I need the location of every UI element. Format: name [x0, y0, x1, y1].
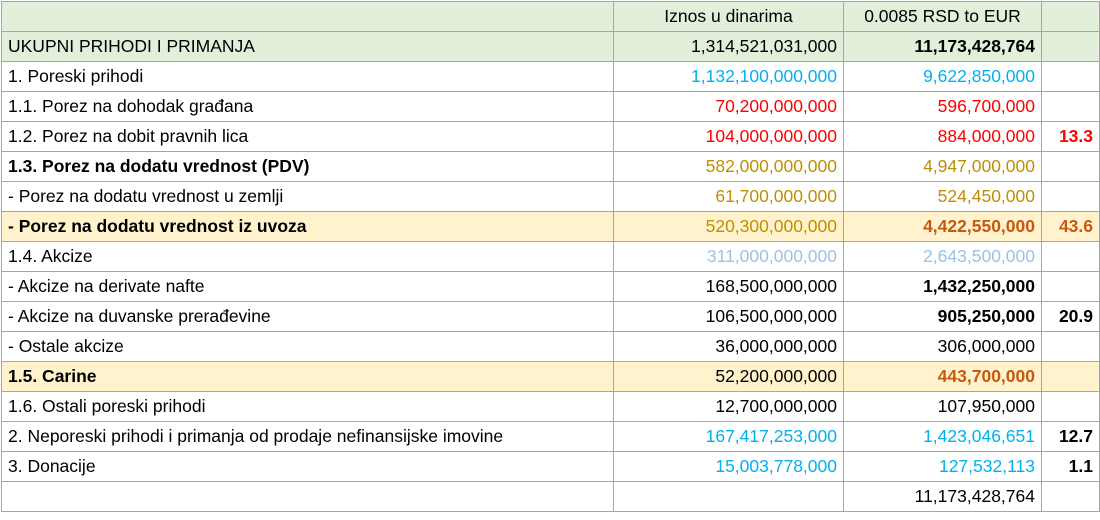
table-row [2, 332, 1100, 362]
eur-amount-cell[interactable]: 1,432,250,000 [844, 272, 1042, 302]
percent-cell[interactable] [1042, 272, 1100, 302]
rsd-amount-cell[interactable] [614, 482, 844, 512]
rsd-amount-cell[interactable]: 106,500,000,000 [614, 302, 844, 332]
table-row-highlight [2, 212, 1100, 242]
percent-cell[interactable] [1042, 32, 1100, 62]
header-cell-extra[interactable] [1042, 2, 1100, 32]
table-row [2, 302, 1100, 332]
table-row-sum [2, 482, 1100, 512]
row-label-cell[interactable]: 1.4. Akcize [2, 242, 614, 272]
header-cell-eur[interactable]: 0.0085 RSD to EUR [844, 2, 1042, 32]
row-label-cell[interactable]: 1.5. Carine [2, 362, 614, 392]
eur-amount-cell[interactable]: 884,000,000 [844, 122, 1042, 152]
row-label-cell[interactable]: - Porez na dodatu vrednost iz uvoza [2, 212, 614, 242]
table-row [2, 92, 1100, 122]
eur-amount-cell[interactable]: 4,947,000,000 [844, 152, 1042, 182]
percent-cell[interactable]: 1.1 [1042, 452, 1100, 482]
table-row [2, 182, 1100, 212]
eur-sum-cell[interactable]: 11,173,428,764 [844, 482, 1042, 512]
revenue-table [1, 1, 1100, 512]
rsd-amount-cell[interactable]: 61,700,000,000 [614, 182, 844, 212]
eur-amount-cell[interactable]: 596,700,000 [844, 92, 1042, 122]
percent-cell[interactable] [1042, 242, 1100, 272]
rsd-amount-cell[interactable]: 12,700,000,000 [614, 392, 844, 422]
percent-cell[interactable] [1042, 62, 1100, 92]
row-label-cell[interactable] [2, 482, 614, 512]
eur-amount-cell[interactable]: 107,950,000 [844, 392, 1042, 422]
table-row [2, 452, 1100, 482]
eur-amount-cell[interactable]: 524,450,000 [844, 182, 1042, 212]
header-cell-rsd[interactable]: Iznos u dinarima [614, 2, 844, 32]
row-label-cell[interactable]: - Ostale akcize [2, 332, 614, 362]
rsd-amount-cell[interactable]: 1,314,521,031,000 [614, 32, 844, 62]
percent-cell[interactable] [1042, 182, 1100, 212]
row-label-cell[interactable]: UKUPNI PRIHODI I PRIMANJA [2, 32, 614, 62]
row-label-cell[interactable]: - Akcize na duvanske prerađevine [2, 302, 614, 332]
table-row [2, 272, 1100, 302]
percent-cell[interactable]: 43.6 [1042, 212, 1100, 242]
rsd-amount-cell[interactable]: 104,000,000,000 [614, 122, 844, 152]
eur-amount-cell[interactable]: 11,173,428,764 [844, 32, 1042, 62]
table-row [2, 62, 1100, 92]
percent-cell[interactable] [1042, 392, 1100, 422]
eur-amount-cell[interactable]: 306,000,000 [844, 332, 1042, 362]
eur-amount-cell[interactable]: 1,423,046,651 [844, 422, 1042, 452]
row-label-cell[interactable]: - Porez na dodatu vrednost u zemlji [2, 182, 614, 212]
percent-cell[interactable]: 12.7 [1042, 422, 1100, 452]
eur-amount-cell[interactable]: 4,422,550,000 [844, 212, 1042, 242]
percent-cell[interactable] [1042, 332, 1100, 362]
row-label-cell[interactable]: 1.1. Porez na dohodak građana [2, 92, 614, 122]
row-label-cell[interactable]: 1.3. Porez na dodatu vrednost (PDV) [2, 152, 614, 182]
percent-cell[interactable] [1042, 482, 1100, 512]
eur-amount-cell[interactable]: 127,532,113 [844, 452, 1042, 482]
eur-amount-cell[interactable]: 9,622,850,000 [844, 62, 1042, 92]
percent-cell[interactable] [1042, 92, 1100, 122]
rsd-amount-cell[interactable]: 167,417,253,000 [614, 422, 844, 452]
percent-cell[interactable] [1042, 362, 1100, 392]
rsd-amount-cell[interactable]: 520,300,000,000 [614, 212, 844, 242]
header-row [2, 2, 1100, 32]
table-row-highlight [2, 362, 1100, 392]
rsd-amount-cell[interactable]: 1,132,100,000,000 [614, 62, 844, 92]
table-row [2, 422, 1100, 452]
rsd-amount-cell[interactable]: 15,003,778,000 [614, 452, 844, 482]
table-row-total [2, 32, 1100, 62]
row-label-cell[interactable]: 1.2. Porez na dobit pravnih lica [2, 122, 614, 152]
rsd-amount-cell[interactable]: 311,000,000,000 [614, 242, 844, 272]
row-label-cell[interactable]: 1.6. Ostali poreski prihodi [2, 392, 614, 422]
table-row [2, 122, 1100, 152]
percent-cell[interactable]: 20.9 [1042, 302, 1100, 332]
rsd-amount-cell[interactable]: 582,000,000,000 [614, 152, 844, 182]
rsd-amount-cell[interactable]: 52,200,000,000 [614, 362, 844, 392]
table-row [2, 392, 1100, 422]
row-label-cell[interactable]: 3. Donacije [2, 452, 614, 482]
eur-amount-cell[interactable]: 905,250,000 [844, 302, 1042, 332]
header-cell-label[interactable] [2, 2, 614, 32]
row-label-cell[interactable]: - Akcize na derivate nafte [2, 272, 614, 302]
eur-amount-cell[interactable]: 2,643,500,000 [844, 242, 1042, 272]
percent-cell[interactable] [1042, 152, 1100, 182]
rsd-amount-cell[interactable]: 168,500,000,000 [614, 272, 844, 302]
row-label-cell[interactable]: 1. Poreski prihodi [2, 62, 614, 92]
rsd-amount-cell[interactable]: 70,200,000,000 [614, 92, 844, 122]
percent-cell[interactable]: 13.3 [1042, 122, 1100, 152]
row-label-cell[interactable]: 2. Neporeski prihodi i primanja od prodaje nefinansijske imovine [2, 422, 614, 452]
table-row [2, 242, 1100, 272]
rsd-amount-cell[interactable]: 36,000,000,000 [614, 332, 844, 362]
table-row [2, 152, 1100, 182]
eur-amount-cell[interactable]: 443,700,000 [844, 362, 1042, 392]
